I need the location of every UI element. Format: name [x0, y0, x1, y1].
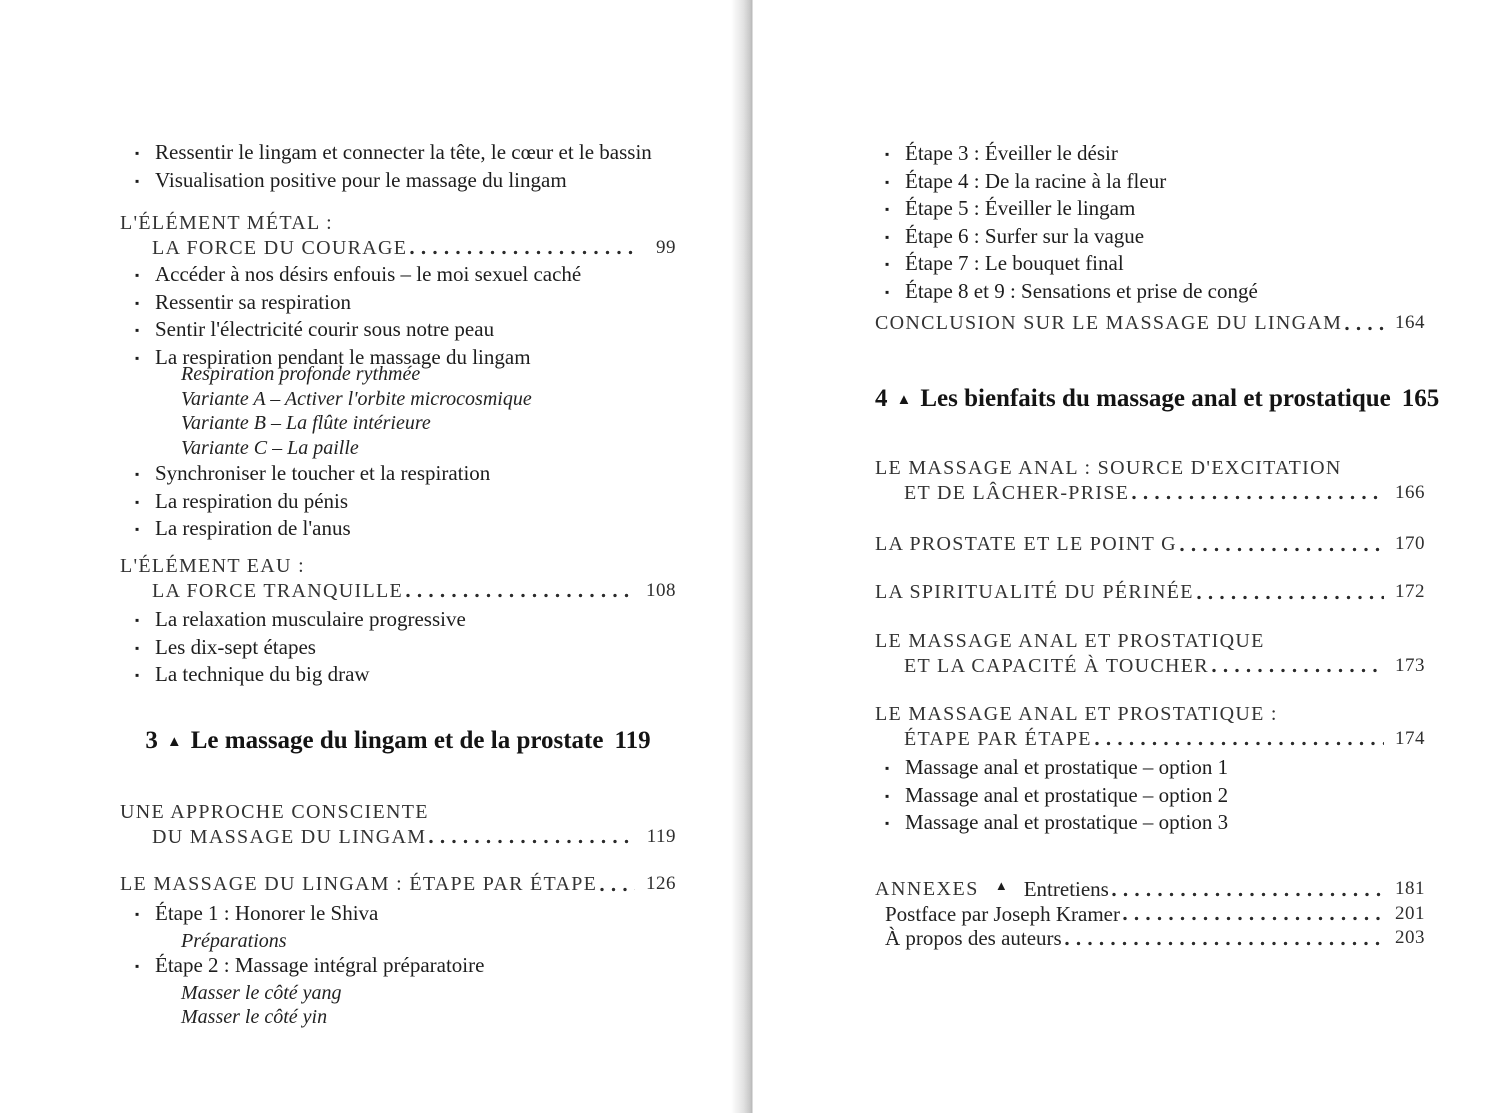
heading-line-1: LE MASSAGE ANAL : SOURCE D'EXCITATION	[875, 457, 1342, 479]
heading-text: CONCLUSION SUR LE MASSAGE DU LINGAM	[875, 312, 1343, 334]
postface-entry	[885, 902, 1425, 927]
sub-entry-italic: Variante C – La paille	[181, 436, 359, 459]
list-item	[885, 783, 1425, 811]
dot-leader	[1065, 941, 1384, 946]
page-number: 174	[1395, 727, 1425, 749]
metal-bullet-list-2	[120, 461, 676, 544]
page-number: 119	[646, 825, 676, 847]
bullet-icon: ▪	[135, 959, 140, 973]
toc-entry-label: Étape 3 : Éveiller le désir	[905, 141, 1118, 165]
annexes-title: Entretiens	[1023, 877, 1109, 901]
toc-entry-label: Massage anal et prostatique – option 2	[905, 782, 1229, 807]
section-heading-element-eau	[120, 554, 676, 603]
list-item	[885, 141, 1425, 169]
toc-entry-label: La relaxation musculaire progressive	[155, 607, 466, 631]
toc-entry-label: Sentir l'électricité courir sous notre peau	[155, 317, 495, 341]
page-number: 170	[1395, 533, 1425, 554]
toc-entry-label: La technique du big draw	[155, 662, 370, 686]
section-heading-massage-etape	[120, 872, 676, 897]
heading-line-1	[875, 532, 1425, 557]
list-item	[885, 169, 1425, 197]
toc-entry-label: La respiration pendant le massage du lingam	[155, 344, 531, 369]
chapter-number: 3	[145, 727, 158, 754]
list-item	[135, 262, 676, 290]
heading-line-1	[875, 580, 1425, 605]
list-item	[135, 489, 676, 517]
apropos-title: À propos des auteurs	[885, 926, 1062, 950]
sub-entry-italic: Respiration profonde rythmée	[181, 363, 421, 385]
heading-line-1: LE MASSAGE ANAL ET PROSTATIQUE :	[875, 703, 1278, 725]
page-number: 181	[1395, 878, 1425, 899]
heading-line-2	[904, 481, 1425, 506]
bullet-icon: ▪	[135, 323, 140, 337]
toc-entry-label: Massage anal et prostatique – option 1	[905, 755, 1229, 779]
bullet-icon: ▪	[885, 284, 890, 299]
dot-leader	[1132, 495, 1384, 500]
dot-leader	[410, 250, 635, 255]
list-item	[135, 140, 676, 168]
page-number: 164	[1395, 312, 1425, 333]
bullet-icon: ▪	[135, 295, 140, 310]
dot-leader	[1212, 668, 1384, 673]
sub-entry-italic: Préparations	[181, 929, 287, 952]
heading-text: LE MASSAGE DU LINGAM : ÉTAPE PAR ÉTAPE	[120, 873, 598, 895]
sub-entry-italic: Masser le côté yin	[181, 1006, 328, 1028]
dot-leader	[1095, 741, 1384, 746]
section-heading-conclusion	[875, 311, 1425, 336]
heading-line-1	[875, 311, 1425, 336]
toc-entry-label: Étape 5 : Éveiller le lingam	[905, 196, 1136, 220]
bullet-icon: ▪	[135, 613, 140, 627]
list-item	[885, 251, 1425, 279]
heading-line-1	[120, 872, 676, 897]
sub-entry-italic: Masser le côté yang	[181, 981, 342, 1004]
page-number: 99	[656, 236, 676, 258]
toc-page-left	[120, 0, 676, 1113]
heading-line-2	[904, 727, 1425, 752]
list-item	[885, 224, 1425, 252]
bullet-icon: ▪	[135, 350, 140, 365]
section-heading-capacite	[875, 629, 1425, 678]
bullet-icon: ▪	[135, 467, 140, 481]
toc-entry-label: Ressentir le lingam et connecter la tête, le cœur et le bassin	[155, 140, 652, 164]
options-bullet-list	[875, 755, 1425, 838]
bullet-icon: ▪	[135, 668, 140, 682]
page-gutter-shadow	[731, 0, 753, 1113]
list-item	[885, 755, 1425, 783]
triangle-icon: ▲	[166, 734, 182, 750]
bullet-icon: ▪	[135, 907, 140, 921]
toc-entry-label: Accéder à nos désirs enfouis – le moi sexuel caché	[155, 262, 582, 286]
toc-entry-label: Ressentir sa respiration	[155, 289, 351, 314]
metal-italic-list	[120, 362, 676, 460]
chapter-page-number: 119	[614, 727, 651, 754]
heading-line-2	[904, 654, 1425, 679]
section-heading-etape-par-etape	[875, 702, 1425, 751]
eau-bullet-list	[120, 607, 676, 690]
bullet-icon: ▪	[135, 268, 140, 282]
metal-bullet-list	[120, 262, 676, 372]
annexes-block	[875, 877, 1425, 951]
bullet-icon: ▪	[885, 788, 890, 803]
list-item	[135, 461, 676, 489]
chapter-title: Le massage du lingam et de la prostate	[190, 727, 604, 754]
heading-line-1: UNE APPROCHE CONSCIENTE	[120, 801, 429, 823]
chapter-page-number: 165	[1401, 385, 1440, 412]
etapes-mixed-list	[120, 901, 676, 1030]
bullet-icon: ▪	[885, 202, 890, 216]
page-number: 126	[646, 873, 676, 894]
sub-entry-italic: Variante B – La flûte intérieure	[181, 412, 431, 434]
annexes-label: ANNEXES	[875, 878, 979, 900]
toc-entry-label: Étape 6 : Surfer sur la vague	[905, 223, 1145, 248]
page-number: 201	[1395, 902, 1425, 924]
heading-text: LA SPIRITUALITÉ DU PÉRINÉE	[875, 581, 1194, 603]
page-number: 203	[1395, 927, 1425, 948]
annexes-entry	[875, 877, 1425, 902]
toc-entry-label: Étape 1 : Honorer le Shiva	[155, 901, 379, 925]
heading-text: LA FORCE DU COURAGE	[152, 236, 408, 259]
bullet-icon: ▪	[885, 174, 890, 189]
toc-entry-label: La respiration de l'anus	[155, 516, 351, 540]
list-item	[135, 635, 676, 663]
toc-page-right	[875, 0, 1440, 1113]
list-item	[135, 290, 676, 318]
list-item	[135, 662, 676, 690]
list-item	[135, 901, 676, 929]
toc-entry-label: Étape 7 : Le bouquet final	[905, 251, 1124, 275]
list-item	[135, 607, 676, 635]
dot-leader	[1345, 326, 1384, 331]
chapter-3-entry	[120, 726, 676, 757]
page-number: 172	[1395, 581, 1425, 602]
dot-leader	[1123, 916, 1384, 921]
toc-entry-label: Massage anal et prostatique – option 3	[905, 810, 1229, 834]
bullet-icon: ▪	[885, 229, 890, 244]
heading-line-2	[152, 579, 676, 604]
sub-entry-italic: Variante A – Activer l'orbite microcosmique	[181, 387, 532, 410]
page-number: 108	[646, 579, 676, 601]
toc-entry-label: La respiration du pénis	[155, 488, 349, 513]
toc-entry-label: Étape 4 : De la racine à la fleur	[905, 168, 1167, 193]
heading-text: ET LA CAPACITÉ À TOUCHER	[904, 654, 1209, 677]
section-heading-element-metal	[120, 211, 676, 260]
bullet-icon: ▪	[135, 640, 140, 655]
heading-line-1: LE MASSAGE ANAL ET PROSTATIQUE	[875, 630, 1265, 652]
toc-entry-label: Visualisation positive pour le massage du lingam	[155, 167, 567, 192]
section-heading-anal-source	[875, 456, 1425, 505]
page-number: 166	[1395, 481, 1425, 503]
triangle-icon: ▲	[994, 878, 1008, 893]
bullet-icon: ▪	[135, 173, 140, 188]
section-heading-prostate	[875, 532, 1425, 557]
bullet-icon: ▪	[885, 761, 890, 775]
toc-entry-label: Les dix-sept étapes	[155, 634, 316, 659]
toc-entry-label: Étape 2 : Massage intégral préparatoire	[155, 953, 485, 977]
etapes-bullet-list	[875, 141, 1425, 306]
section-heading-approche	[120, 800, 676, 849]
heading-line-1: L'ÉLÉMENT EAU :	[120, 555, 305, 577]
dot-leader	[429, 839, 635, 844]
heading-text: ET DE LÂCHER-PRISE	[904, 481, 1130, 504]
bullet-icon: ▪	[885, 147, 890, 161]
dot-leader	[1197, 595, 1384, 600]
heading-line-2	[152, 825, 676, 850]
intro-bullet-list	[120, 140, 676, 195]
dot-leader	[600, 887, 635, 892]
triangle-icon: ▲	[896, 392, 912, 408]
bullet-icon: ▪	[135, 494, 140, 509]
bullet-icon: ▪	[135, 146, 140, 160]
heading-text: LA FORCE TRANQUILLE	[152, 579, 403, 602]
list-item	[885, 279, 1425, 307]
heading-text: LA PROSTATE ET LE POINT G	[875, 533, 1177, 555]
apropos-entry	[885, 926, 1425, 951]
heading-line-1: L'ÉLÉMENT MÉTAL :	[120, 212, 333, 234]
toc-entry-label: Étape 8 et 9 : Sensations et prise de congé	[905, 278, 1258, 303]
toc-entry-label: Synchroniser le toucher et la respiration	[155, 461, 491, 485]
bullet-icon: ▪	[885, 816, 890, 830]
bullet-icon: ▪	[885, 257, 890, 271]
page-number: 173	[1395, 654, 1425, 676]
chapter-4-entry	[875, 384, 1440, 415]
list-item	[885, 196, 1425, 224]
list-item	[885, 810, 1425, 838]
dot-leader	[1112, 892, 1384, 897]
heading-text: DU MASSAGE DU LINGAM	[152, 825, 427, 848]
chapter-title: Les bienfaits du massage anal et prostatique	[920, 385, 1391, 412]
list-item	[135, 317, 676, 345]
list-item	[135, 168, 676, 196]
list-item	[135, 516, 676, 544]
section-heading-spiritualite	[875, 580, 1425, 605]
chapter-number: 4	[875, 385, 888, 412]
bullet-icon: ▪	[135, 522, 140, 536]
dot-leader	[1180, 547, 1384, 552]
postface-title: Postface par Joseph Kramer	[885, 901, 1120, 926]
list-item	[135, 953, 676, 981]
dot-leader	[406, 593, 635, 598]
heading-text: ÉTAPE PAR ÉTAPE	[904, 727, 1092, 750]
heading-line-2	[152, 236, 676, 261]
